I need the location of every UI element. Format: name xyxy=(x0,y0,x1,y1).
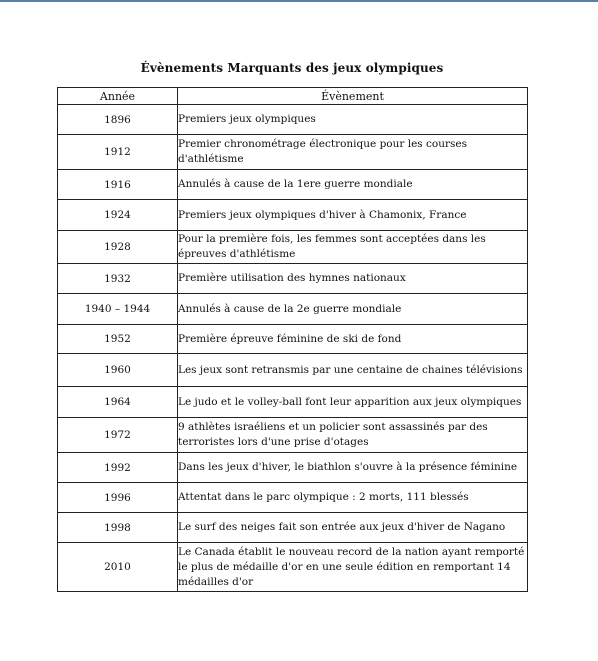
year-cell: 1932 xyxy=(58,264,178,294)
table-header-row xyxy=(58,88,528,105)
event-cell: Premier chronométrage électronique pour les courses d'athlétisme xyxy=(178,135,528,170)
event-cell: Première épreuve féminine de ski de fond xyxy=(178,325,528,354)
table-row xyxy=(58,354,528,387)
year-cell: 1972 xyxy=(58,418,178,453)
year-cell: 1912 xyxy=(58,135,178,170)
event-text: Annulés à cause de la 2e guerre mondiale xyxy=(178,302,402,315)
table-row xyxy=(58,231,528,264)
window-top-border xyxy=(0,0,598,2)
year-cell: 1940 – 1944 xyxy=(58,294,178,325)
olympic-events-table xyxy=(57,87,528,592)
table-row xyxy=(58,453,528,483)
table-row xyxy=(58,200,528,231)
document-title: Évènements Marquants des jeux olympiques xyxy=(140,61,444,75)
year-cell: 1924 xyxy=(58,200,178,231)
event-cell: Première utilisation des hymnes nationaux xyxy=(178,264,528,294)
year-cell: 1952 xyxy=(58,325,178,354)
event-cell: Annulés à cause de la 1ere guerre mondiale xyxy=(178,170,528,200)
year-cell: 1992 xyxy=(58,453,178,483)
table-row xyxy=(58,135,528,170)
year-cell: 1998 xyxy=(58,513,178,543)
year-cell: 1960 xyxy=(58,354,178,387)
year-cell: 2010 xyxy=(58,543,178,592)
event-cell: 9 athlètes israéliens et un policier sont assassinés par des terroristes lors d'une prise d'otages xyxy=(178,418,528,453)
table-row xyxy=(58,325,528,354)
table-row xyxy=(58,170,528,200)
table-row xyxy=(58,543,528,592)
table-row xyxy=(58,418,528,453)
event-cell xyxy=(178,294,528,325)
table-row xyxy=(58,387,528,418)
event-cell: Le surf des neiges fait son entrée aux jeux d'hiver de Nagano xyxy=(178,513,528,543)
event-cell: Premiers jeux olympiques xyxy=(178,105,528,135)
event-cell: Dans les jeux d'hiver, le biathlon s'ouvre à la présence féminine xyxy=(178,453,528,483)
year-cell: 1996 xyxy=(58,483,178,513)
event-cell: Premiers jeux olympiques d'hiver à Chamonix, France xyxy=(178,200,528,231)
column-header-year: Année xyxy=(58,88,178,105)
table-row xyxy=(58,513,528,543)
event-cell: Pour la première fois, les femmes sont acceptées dans les épreuves d'athlétisme xyxy=(178,231,528,264)
table-row xyxy=(58,264,528,294)
column-header-event: Évènement xyxy=(178,88,528,105)
table-row xyxy=(58,294,528,325)
year-cell: 1896 xyxy=(58,105,178,135)
event-cell: Les jeux sont retransmis par une centaine de chaines télévisions xyxy=(178,354,528,387)
year-cell: 1916 xyxy=(58,170,178,200)
year-cell: 1964 xyxy=(58,387,178,418)
table-row xyxy=(58,105,528,135)
event-cell: Le judo et le volley-ball font leur apparition aux jeux olympiques xyxy=(178,387,528,418)
year-cell: 1928 xyxy=(58,231,178,264)
table-row xyxy=(58,483,528,513)
event-cell: Attentat dans le parc olympique : 2 morts, 111 blessés xyxy=(178,483,528,513)
event-cell: Le Canada établit le nouveau record de la nation ayant remporté le plus de médaille d'or en une seule édition en remportant 14 médailles d'or xyxy=(178,543,528,592)
